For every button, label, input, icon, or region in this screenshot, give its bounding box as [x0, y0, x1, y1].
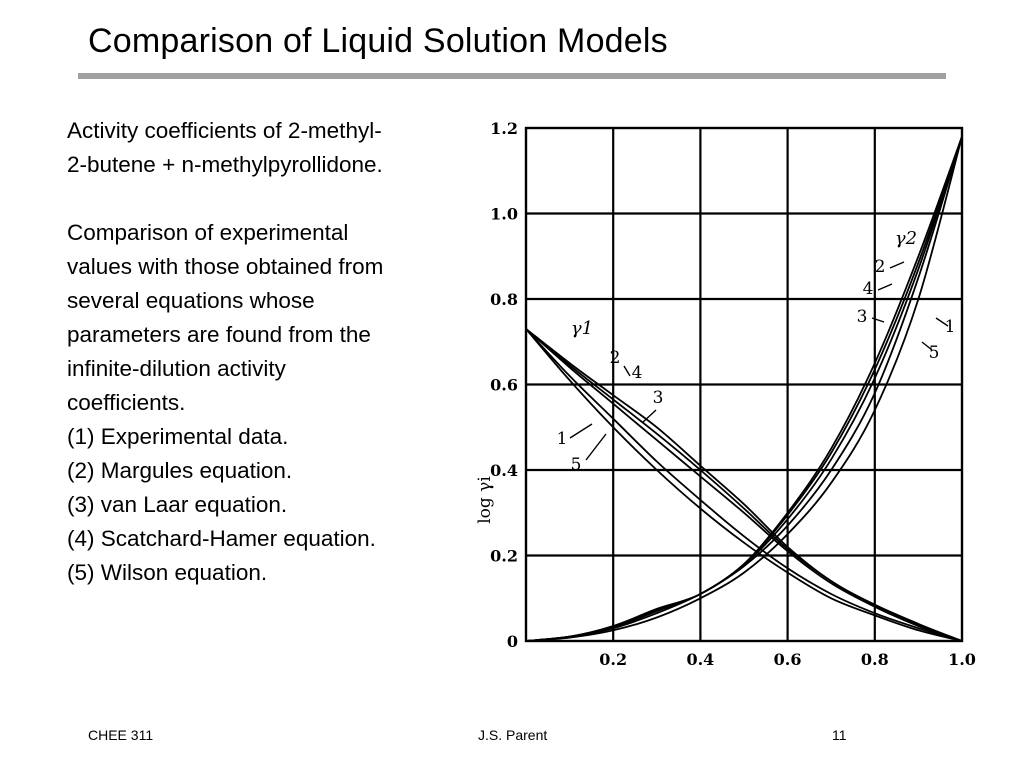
series-line-gamma1-5	[526, 329, 962, 641]
comparison-line: Comparison of experimental	[67, 220, 349, 245]
legend-item-scatchard-hamer: (4) Scatchard-Hamer equation.	[67, 526, 376, 551]
gamma1-label: γ1	[570, 318, 594, 339]
curve-number-label: 2	[609, 348, 621, 368]
curve-label-leader	[570, 424, 592, 438]
chart-series	[526, 137, 962, 641]
legend-item-van-laar: (3) van Laar equation.	[67, 492, 288, 517]
curve-label-leader	[624, 366, 630, 376]
footer-author: J.S. Parent	[478, 727, 548, 743]
y-tick-label: 0.2	[490, 546, 518, 566]
x-tick-label: 1.0	[948, 650, 976, 669]
curve-label-leader	[586, 434, 606, 460]
slide-body	[67, 114, 487, 590]
curve-number-label: 3	[652, 388, 664, 408]
footer-course: CHEE 311	[88, 727, 154, 743]
title-underline	[78, 73, 946, 79]
y-axis-label: log γi	[475, 476, 495, 524]
intro-line: 2-butene + n-methylpyrollidone.	[67, 152, 383, 177]
curve-label-leader	[878, 284, 892, 290]
x-tick-label: 0.8	[860, 650, 889, 669]
curve-number-label: 4	[631, 363, 643, 383]
series-line-gamma1-4	[526, 329, 962, 641]
curve-number-label: 3	[856, 307, 868, 327]
activity-coefficient-chart	[470, 108, 990, 678]
y-tick-label: 1.0	[490, 204, 518, 224]
series-line-gamma1-2	[526, 329, 962, 641]
comparison-line: values with those obtained from	[67, 254, 384, 279]
curve-number-label: 4	[862, 279, 874, 299]
legend-item-margules: (2) Margules equation.	[67, 458, 293, 483]
gamma2-label: γ2	[894, 228, 918, 249]
chart-labels	[490, 119, 976, 669]
paragraph-gap	[67, 182, 487, 216]
curve-number-label: 1	[556, 429, 568, 449]
y-tick-label: 0.4	[490, 461, 518, 480]
curve-number-label: 2	[874, 257, 886, 277]
footer-page-number: 11	[832, 727, 847, 743]
curve-number-label: 1	[944, 317, 956, 337]
comparison-line: parameters are found from the	[67, 322, 371, 347]
y-tick-label: 1.2	[490, 119, 518, 138]
x-tick-label: 0.2	[599, 650, 628, 669]
y-tick-label: 0.8	[490, 290, 518, 309]
series-line-gamma1-1	[526, 329, 962, 641]
y-tick-label: 0.6	[490, 375, 518, 395]
curve-label-leader	[890, 262, 904, 268]
intro-line: Activity coefficients of 2-methyl-	[67, 118, 382, 143]
slide-title: Comparison of Liquid Solution Models	[88, 22, 668, 60]
curve-number-label: 5	[928, 343, 940, 363]
legend-item-wilson: (5) Wilson equation.	[67, 560, 268, 585]
comparison-line: infinite-dilution activity	[67, 356, 286, 381]
x-tick-label: 0.6	[773, 650, 802, 669]
comparison-line: coefficients.	[67, 390, 186, 415]
series-line-gamma2-3	[526, 137, 962, 641]
comparison-line: several equations whose	[67, 288, 315, 313]
legend-item-experimental: (1) Experimental data.	[67, 424, 289, 449]
y-tick-label: 0	[506, 632, 518, 651]
x-tick-label: 0.4	[686, 650, 715, 669]
curve-number-label: 5	[570, 455, 582, 475]
series-line-gamma1-3	[526, 329, 962, 641]
